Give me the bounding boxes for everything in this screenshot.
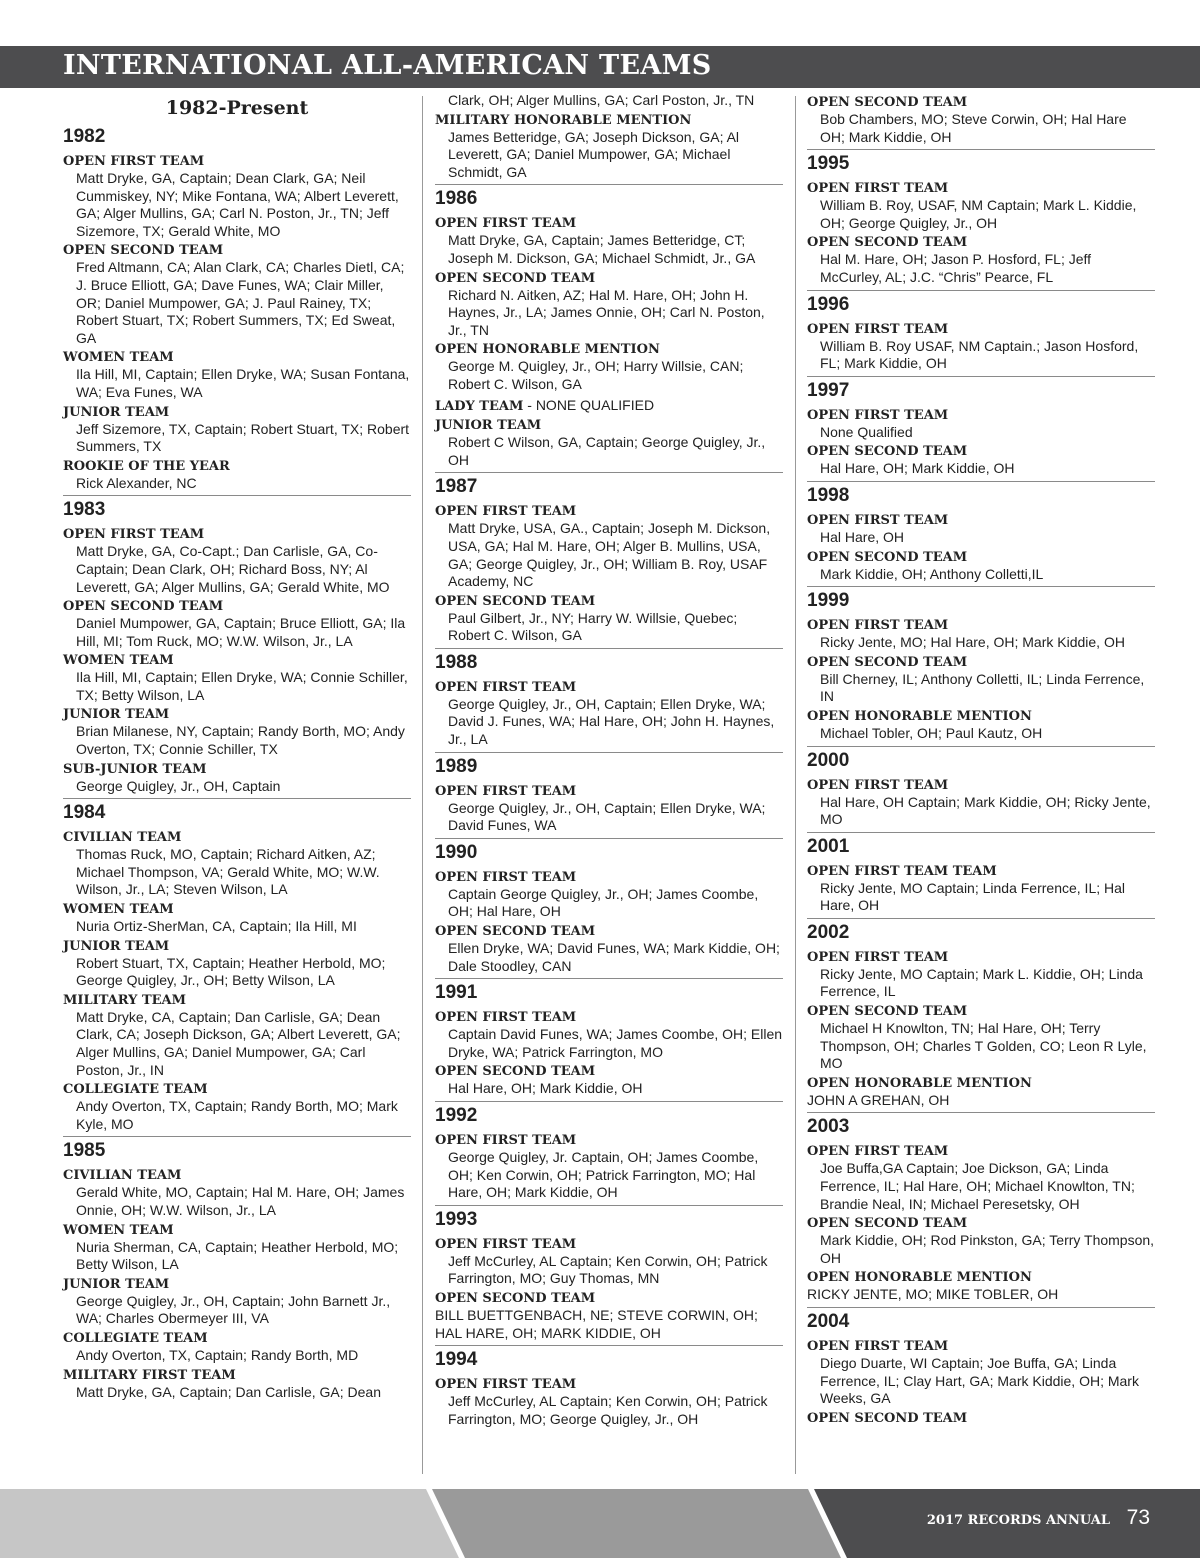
section-divider <box>807 149 1155 150</box>
team-heading: OPEN FIRST TEAM <box>435 1133 577 1148</box>
team-members: RICKY JENTE, MO; MIKE TOBLER, OH <box>807 1286 1059 1303</box>
year-heading: 2002 <box>807 921 850 943</box>
team-members: Andy Overton, TX, Captain; Randy Borth, MO; Mark Kyle, MO <box>76 1098 398 1132</box>
team-heading: JUNIOR TEAM <box>63 707 170 723</box>
section-divider <box>807 832 1155 833</box>
page-title: INTERNATIONAL ALL-AMERICAN TEAMS <box>63 50 712 81</box>
team-members: BILL BUETTGENBACH, NE; STEVE CORWIN, OH; HAL HARE, OH; MARK KIDDIE, OH <box>435 1306 758 1341</box>
team-members: Jeff Sizemore, TX, Captain; Robert Stuart, TX; Robert Summers, TX <box>76 420 410 455</box>
team-members: George M. Quigley, Jr., OH; Harry Willsie, CAN; Robert C. Wilson, GA <box>448 358 744 392</box>
page-number: 73 <box>1126 1506 1150 1529</box>
team-members: Robert C Wilson, GA, Captain; George Quigley, Jr., OH <box>448 434 766 468</box>
year-heading: 1982 <box>63 126 106 147</box>
team-members: Captain George Quigley, Jr., OH; James Coombe, OH; Hal Hare, OH <box>448 885 759 920</box>
team-heading: OPEN SECOND TEAM <box>435 593 596 609</box>
section-divider <box>807 376 1155 377</box>
team-heading: JUNIOR TEAM <box>63 938 170 954</box>
year-heading: 1985 <box>63 1140 106 1162</box>
team-heading: OPEN FIRST TEAM <box>435 216 577 232</box>
team-members: None Qualified <box>820 423 913 440</box>
team-members: Hal M. Hare, OH; Jason P. Hosford, FL; Jeff McCurley, AL; J.C. “Chris” Pearce, FL <box>820 251 1092 285</box>
section-divider <box>807 481 1155 482</box>
team-heading: OPEN SECOND TEAM <box>435 1290 596 1306</box>
column-divider <box>422 96 423 1474</box>
section-divider <box>435 472 783 473</box>
team-members: Michael H Knowlton, TN; Hal Hare, OH; Terry Thompson, OH; Charles T Golden, CO; Leon R Lyle, MO <box>820 1020 1147 1072</box>
team-heading: COLLEGIATE TEAM <box>63 1082 208 1098</box>
section-divider <box>435 752 783 753</box>
team-status: - NONE QUALIFIED <box>523 396 655 413</box>
team-heading: OPEN FIRST TEAM <box>63 527 205 543</box>
team-heading: OPEN SECOND TEAM <box>435 924 596 940</box>
team-members: Brian Milanese, NY, Captain; Randy Borth, MO; Andy Overton, TX; Connie Schiller, TX <box>76 723 405 758</box>
team-heading: MILITARY HONORABLE MENTION <box>435 112 692 128</box>
team-heading: OPEN FIRST TEAM <box>435 679 577 695</box>
year-heading: 2004 <box>807 1311 850 1332</box>
team-members: Richard N. Aitken, AZ; Hal M. Hare, OH; John H. Haynes, Jr., LA; James Onnie, OH; Carl N. Poston, Jr., TN <box>448 286 765 338</box>
section-divider <box>435 648 783 649</box>
team-heading: OPEN SECOND TEAM <box>807 1004 968 1020</box>
section-divider <box>63 1136 411 1137</box>
team-members: Hal Hare, OH; Mark Kiddie, OH <box>820 460 1015 477</box>
team-heading: OPEN FIRST TEAM <box>63 154 205 169</box>
team-heading: OPEN FIRST TEAM <box>435 1377 577 1393</box>
team-heading: OPEN FIRST TEAM <box>807 321 949 337</box>
team-members: George Quigley, Jr., OH, Captain <box>76 777 281 794</box>
team-heading: OPEN SECOND TEAM <box>807 1410 968 1426</box>
team-members: Hal Hare, OH Captain; Mark Kiddie, OH; Ricky Jente, MO <box>820 793 1151 828</box>
team-heading: JUNIOR TEAM <box>63 404 170 420</box>
team-heading: WOMEN TEAM <box>63 350 174 366</box>
team-members: Ila Hill, MI, Captain; Ellen Dryke, WA; Connie Schiller, TX; Betty Wilson, LA <box>76 669 408 703</box>
team-members: Mark Kiddie, OH; Rod Pinkston, GA; Terry Thompson, OH <box>820 1232 1155 1266</box>
year-heading: 1986 <box>435 188 478 210</box>
team-members: Matt Dryke, CA, Captain; Dan Carlisle, GA; Dean Clark, CA; Joseph Dickson, GA; Albert Leverett, GA; Alger Mullins, GA; Daniel Mumpower, GA; Carl Poston, Jr., IN <box>76 1008 401 1078</box>
team-heading: OPEN SECOND TEAM <box>807 1216 968 1232</box>
team-members: Ila Hill, MI, Captain; Ellen Dryke, WA; Susan Fontana, WA; Eva Funes, WA <box>76 366 410 400</box>
year-heading: 2000 <box>807 749 850 771</box>
team-members: Hal Hare, OH <box>820 528 905 545</box>
team-heading: OPEN SECOND TEAM <box>435 1064 596 1080</box>
team-members: Jeff McCurley, AL Captain; Ken Corwin, OH; Patrick Farrington, MO; Guy Thomas, MN <box>448 1252 768 1287</box>
team-members: Matt Dryke, USA, GA., Captain; Joseph M. Dickson, USA, GA; Hal M. Hare, OH; Alger B. Mullins, USA, GA; George Quigley, Jr., OH; William B. Roy, USAF Academy, NC <box>448 520 771 590</box>
team-members: Michael Tobler, OH; Paul Kautz, OH <box>820 724 1043 741</box>
team-heading: OPEN SECOND TEAM <box>63 243 224 259</box>
team-members: Gerald White, MO, Captain; Hal M. Hare, OH; James Onnie, OH; W.W. Wilson, Jr., LA <box>76 1184 405 1218</box>
section-divider <box>435 1345 783 1346</box>
team-heading: OPEN FIRST TEAM <box>807 949 949 965</box>
team-heading: OPEN FIRST TEAM TEAM <box>807 863 997 879</box>
section-divider <box>435 184 783 185</box>
team-members: Jeff McCurley, AL Captain; Ken Corwin, OH; Patrick Farrington, MO; George Quigley, Jr., OH <box>448 1393 768 1427</box>
column-3 <box>807 92 1155 1427</box>
section-divider <box>63 798 411 799</box>
team-members: Nuria Ortiz-SherMan, CA, Captain; Ila Hill, MI <box>76 918 357 935</box>
team-entry-inline <box>435 397 783 416</box>
year-heading: 2003 <box>807 1116 850 1138</box>
year-heading: 1991 <box>435 982 478 1004</box>
team-members: Matt Dryke, GA, Captain; Dean Clark, GA; Neil Cummiskey, NY; Mike Fontana, WA; Albert Leverett, GA; Alger Mullins, GA; Carl N. Poston, Jr., TN; Jeff Sizemore, TX; Gerald White, MO <box>76 170 399 239</box>
team-members: George Quigley, Jr., OH, Captain; Ellen Dryke, WA; David J. Funes, WA; Hal Hare, OH; John H. Haynes, Jr., LA <box>448 695 775 748</box>
team-members: Rick Alexander, NC <box>76 474 197 491</box>
team-heading: OPEN SECOND TEAM <box>807 549 968 565</box>
team-heading: JUNIOR TEAM <box>435 418 542 434</box>
team-heading: OPEN FIRST TEAM <box>435 783 577 799</box>
team-heading: OPEN FIRST TEAM <box>807 777 949 793</box>
team-heading: WOMEN TEAM <box>63 1222 174 1238</box>
team-heading: CIVILIAN TEAM <box>63 830 182 846</box>
column-1 <box>63 92 411 1403</box>
section-divider <box>435 978 783 979</box>
team-members: Ricky Jente, MO; Hal Hare, OH; Mark Kiddie, OH <box>820 634 1125 651</box>
team-heading: OPEN FIRST TEAM <box>807 1339 949 1354</box>
team-heading: OPEN HONORABLE MENTION <box>807 1270 1032 1286</box>
team-heading: OPEN SECOND TEAM <box>807 95 968 110</box>
footer-publication-label: 2017 RECORDS ANNUAL <box>926 1513 1110 1528</box>
team-heading: OPEN FIRST TEAM <box>435 1236 577 1252</box>
team-members: George Quigley, Jr., OH, Captain; Ellen Dryke, WA; David Funes, WA <box>448 799 766 834</box>
team-heading: OPEN FIRST TEAM <box>807 512 949 528</box>
team-members: Captain David Funes, WA; James Coombe, OH; Ellen Dryke, WA; Patrick Farrington, MO <box>448 1026 783 1060</box>
section-divider <box>807 290 1155 291</box>
team-heading: OPEN SECOND TEAM <box>807 654 968 670</box>
team-members: JOHN A GREHAN, OH <box>807 1091 950 1108</box>
year-heading: 1998 <box>807 484 850 506</box>
team-heading: OPEN HONORABLE MENTION <box>807 1075 1032 1091</box>
section-divider <box>807 1307 1155 1308</box>
team-heading: SUB-JUNIOR TEAM <box>63 761 207 777</box>
team-members: Paul Gilbert, Jr., NY; Harry W. Willsie, Quebec; Robert C. Wilson, GA <box>448 609 738 644</box>
team-members: James Betteridge, GA; Joseph Dickson, GA; Al Leverett, GA; Daniel Mumpower, GA; Michael Schmidt, GA <box>448 128 740 180</box>
year-heading: 1992 <box>435 1105 478 1126</box>
team-heading: MILITARY FIRST TEAM <box>63 1367 236 1383</box>
team-members: Ricky Jente, MO Captain; Mark L. Kiddie, OH; Linda Ferrence, IL <box>820 965 1143 1000</box>
year-heading: 1984 <box>63 802 106 824</box>
section-divider <box>807 586 1155 587</box>
team-members: Clark, OH; Alger Mullins, GA; Carl Poston, Jr., TN <box>448 92 755 108</box>
year-heading: 1993 <box>435 1208 478 1230</box>
section-divider <box>435 1101 783 1102</box>
team-heading: OPEN FIRST TEAM <box>435 869 577 885</box>
page-footer <box>0 1489 1200 1558</box>
team-heading: OPEN FIRST TEAM <box>807 181 949 197</box>
team-heading: OPEN FIRST TEAM <box>807 407 949 423</box>
year-heading: 1989 <box>435 755 478 777</box>
column-divider <box>795 96 796 1474</box>
year-heading: 1997 <box>807 379 850 401</box>
section-divider <box>807 918 1155 919</box>
team-heading: OPEN SECOND TEAM <box>63 599 224 615</box>
team-members: Matt Dryke, GA, Captain; James Betteridge, CT; Joseph M. Dickson, GA; Michael Schmidt, Jr., GA <box>448 232 756 266</box>
team-heading: OPEN HONORABLE MENTION <box>807 708 1032 724</box>
year-heading: 1999 <box>807 590 850 612</box>
team-heading: OPEN SECOND TEAM <box>807 235 968 251</box>
team-members: William B. Roy, USAF, NM Captain; Mark L. Kiddie, OH; George Quigley, Jr., OH <box>820 197 1137 231</box>
team-heading: JUNIOR TEAM <box>63 1276 170 1292</box>
year-heading: 1988 <box>435 651 478 673</box>
page-header-bar <box>0 46 1200 88</box>
team-members: George Quigley, Jr. Captain, OH; James Coombe, OH; Ken Corwin, OH; Patrick Farrington, MO; Hal Hare, OH; Mark Kiddie, OH <box>448 1149 759 1201</box>
team-heading: WOMEN TEAM <box>63 653 174 669</box>
team-heading: OPEN FIRST TEAM <box>435 504 577 520</box>
year-heading: 1983 <box>63 499 106 521</box>
team-members: Joe Buffa,GA Captain; Joe Dickson, GA; Linda Ferrence, IL; Hal Hare, OH; Michael Knowlton, TN; Brandie Neal, IN; Michael Peresetsky, OH <box>820 1160 1135 1212</box>
year-heading: 1994 <box>435 1349 478 1371</box>
section-divider <box>63 495 411 496</box>
team-members: Thomas Ruck, MO, Captain; Richard Aitken, AZ; Michael Thompson, VA; Gerald White, MO; W.W. Wilson, Jr., LA; Steven Wilson, LA <box>76 846 380 898</box>
team-members: Bob Chambers, MO; Steve Corwin, OH; Hal Hare OH; Mark Kiddie, OH <box>820 111 1127 145</box>
team-heading: OPEN FIRST TEAM <box>807 1144 949 1160</box>
team-heading: OPEN HONORABLE MENTION <box>435 342 660 358</box>
team-heading: OPEN FIRST TEAM <box>807 618 949 634</box>
team-heading: OPEN SECOND TEAM <box>807 444 968 460</box>
section-divider <box>807 746 1155 747</box>
team-members: Diego Duarte, WI Captain; Joe Buffa, GA; Linda Ferrence, IL; Clay Hart, GA; Mark Kiddie, OH; Mark Weeks, GA <box>820 1355 1139 1407</box>
year-heading: 1987 <box>435 476 478 498</box>
team-heading: OPEN SECOND TEAM <box>435 270 596 286</box>
team-heading: LADY TEAM <box>435 398 524 414</box>
section-divider <box>435 838 783 839</box>
team-heading: WOMEN TEAM <box>63 902 174 918</box>
team-members: Hal Hare, OH; Mark Kiddie, OH <box>448 1080 643 1097</box>
team-heading: ROOKIE OF THE YEAR <box>63 458 230 474</box>
section-subtitle: 1982-Present <box>165 97 309 119</box>
column-2 <box>435 92 783 1430</box>
team-members: Daniel Mumpower, GA, Captain; Bruce Elliott, GA; Ila Hill, MI; Tom Ruck, MO; W.W. Wilson, Jr., LA <box>76 615 406 649</box>
team-heading: COLLEGIATE TEAM <box>63 1330 208 1346</box>
team-members: Ellen Dryke, WA; David Funes, WA; Mark Kiddie, OH; Dale Stoodley, CAN <box>448 940 780 974</box>
section-divider <box>435 1205 783 1206</box>
team-members: Matt Dryke, GA, Co-Capt.; Dan Carlisle, GA, Co-Captain; Dean Clark, OH; Richard Boss, NY; Al Leverett, GA; Alger Mullins, GA; Gerald White, MO <box>76 543 390 595</box>
year-heading: 1996 <box>807 293 850 315</box>
team-members: George Quigley, Jr., OH, Captain; John Barnett Jr., WA; Charles Obermeyer III, VA <box>76 1292 391 1327</box>
year-heading: 1990 <box>435 841 478 863</box>
team-members: Nuria Sherman, CA, Captain; Heather Herbold, MO; Betty Wilson, LA <box>76 1238 399 1273</box>
team-heading: MILITARY TEAM <box>63 992 187 1008</box>
team-members: Ricky Jente, MO Captain; Linda Ferrence, IL; Hal Hare, OH <box>820 879 1126 914</box>
team-members: William B. Roy USAF, NM Captain.; Jason Hosford, FL; Mark Kiddie, OH <box>820 337 1139 372</box>
team-members: Matt Dryke, GA, Captain; Dan Carlisle, GA; Dean <box>76 1383 381 1400</box>
team-members: Fred Altmann, CA; Alan Clark, CA; Charles Dietl, CA; J. Bruce Elliott, GA; Dave Funes, WA; Clair Miller, OR; Daniel Mumpower, GA; J. Paul Rainey, TX; Robert Stuart, TX; Robert Summers, TX; Ed Sweat, GA <box>76 259 405 346</box>
year-heading: 2001 <box>807 835 850 857</box>
team-members: Mark Kiddie, OH; Anthony Colletti,IL <box>820 565 1044 582</box>
team-heading: OPEN FIRST TEAM <box>435 1010 577 1026</box>
section-divider <box>807 1112 1155 1113</box>
team-members: Robert Stuart, TX, Captain; Heather Herbold, MO; George Quigley, Jr., OH; Betty Wilson, LA <box>76 954 386 989</box>
team-members: Bill Cherney, IL; Anthony Colletti, IL; Linda Ferrence, IN <box>820 670 1145 705</box>
team-members: Andy Overton, TX, Captain; Randy Borth, MD <box>76 1346 359 1363</box>
year-heading: 1995 <box>807 153 850 175</box>
team-heading: CIVILIAN TEAM <box>63 1168 182 1184</box>
